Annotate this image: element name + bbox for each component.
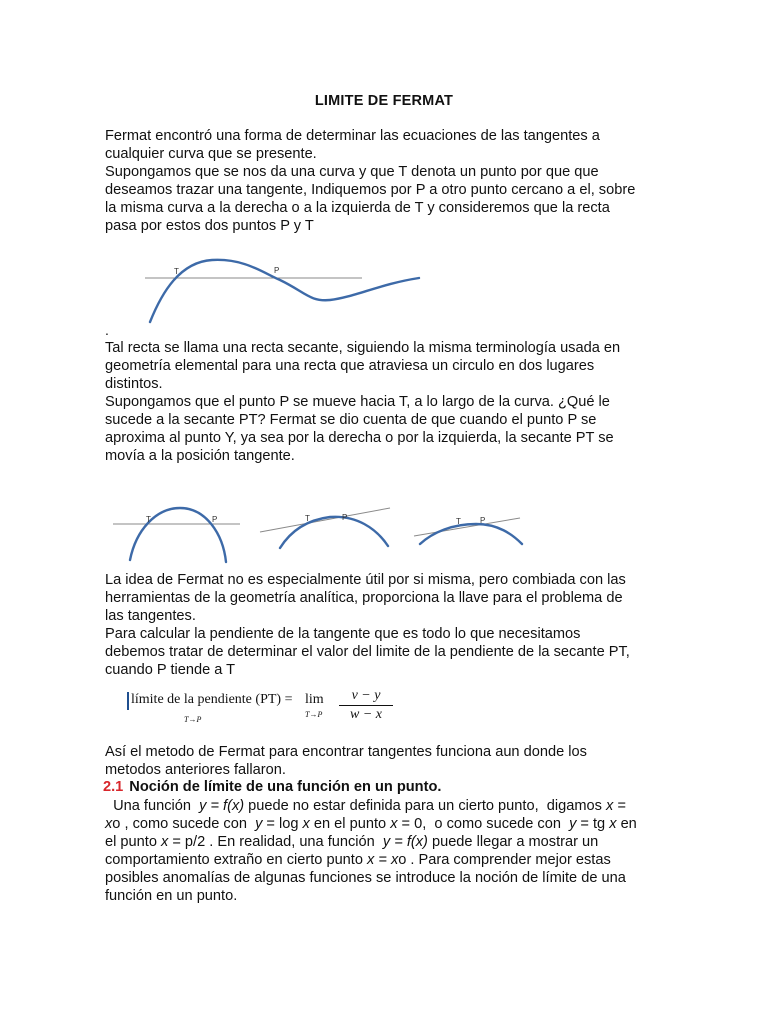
intro-paragraph <box>105 127 665 235</box>
text-line: herramientas de la geometría analítica, proporciona la llave para el problema de <box>105 590 623 606</box>
point-t-label: T <box>146 515 151 524</box>
point-p-label: P <box>274 266 280 275</box>
text-line: Supongamos que se nos da una curva y que T denota un punto por que que <box>105 164 599 180</box>
secant-line <box>414 518 520 536</box>
text-line: Supongamos que el punto P se mueve hacia T, a lo largo de la curva. ¿Qué le <box>105 394 610 410</box>
fraction-bar <box>339 705 393 706</box>
idea-paragraph <box>105 571 665 679</box>
text-line: debemos tratar de determinar el valor del limite de la pendiente de la secante PT, <box>105 644 630 660</box>
text-line: comportamiento extraño en cierto punto x = xo . Para comprender mejor estas <box>105 852 611 868</box>
body-paragraph <box>105 797 665 905</box>
text-line: Una función y = f(x) puede no estar definida para un cierto punto, digamos x = <box>105 798 626 814</box>
text-line: cualquier curva que se presente. <box>105 146 317 162</box>
text-line: la misma curva a la derecha o a la izquierda de T y consideremos que la recta <box>105 200 610 216</box>
curve <box>280 517 388 548</box>
point-t-label: T <box>305 514 310 523</box>
text-line: distintos. <box>105 376 163 392</box>
text-line: deseamos trazar una tangente, Indiquemos por P a otro punto cercano a el, sobre <box>105 182 636 198</box>
text-line: Para calcular la pendiente de la tangente que es todo lo que necesitamos <box>105 626 581 642</box>
section-heading <box>105 779 441 795</box>
stray-dot: . <box>105 322 109 338</box>
text-line: función en un punto. <box>105 888 238 904</box>
page-title: LIMITE DE FERMAT <box>314 93 454 109</box>
curve <box>420 524 522 544</box>
closing-paragraph <box>105 743 665 779</box>
formula-main: límite de la pendiente (PT) = <box>131 692 293 707</box>
text-line: metodos anteriores fallaron. <box>105 762 286 778</box>
text-line: aproxima al punto Y, ya sea por la derecha o por la izquierda, la secante PT se <box>105 430 614 446</box>
formula-subscript: T→P <box>184 715 202 724</box>
figure-secant-curve <box>140 252 430 324</box>
point-t-label: T <box>174 267 179 276</box>
text-line: xo , como sucede con y = log x en el punto x = 0, o como sucede con y = tg x en <box>105 816 637 832</box>
fraction-denominator: w − x <box>350 707 382 722</box>
section-number: 2.1 <box>103 779 124 795</box>
section-title: Noción de límite de una función en un punto. <box>129 779 442 795</box>
text-cursor <box>127 692 129 710</box>
text-line: pasa por estos dos puntos P y T <box>105 218 314 234</box>
figure-secant-approach <box>108 500 528 568</box>
formula-fraction <box>339 688 393 723</box>
curve <box>150 260 419 322</box>
formula-lim: lim <box>305 692 324 707</box>
point-p-label: P <box>342 513 348 522</box>
point-p-label: P <box>212 515 218 524</box>
text-line: movía a la posición tangente. <box>105 448 295 464</box>
point-p-label: P <box>480 516 486 525</box>
point-t-label: T <box>456 517 461 526</box>
text-line: el punto x = p/2 . En realidad, una función y = f(x) puede llegar a mostrar un <box>105 834 599 850</box>
text-line: las tangentes. <box>105 608 196 624</box>
text-line: Fermat encontró una forma de determinar las ecuaciones de las tangentes a <box>105 128 600 144</box>
text-line: Así el metodo de Fermat para encontrar tangentes funciona aun donde los <box>105 744 587 760</box>
text-line: geometría elemental para una recta que atraviesa un circulo en dos lugares <box>105 358 595 374</box>
text-line: La idea de Fermat no es especialmente útil por si misma, pero combiada con las <box>105 572 626 588</box>
secant-paragraph <box>105 339 665 465</box>
text-line: Tal recta se llama una recta secante, siguiendo la misma terminología usada en <box>105 340 621 356</box>
text-line: posibles anomalías de algunas funciones se introduce la noción de límite de una <box>105 870 626 886</box>
text-line: sucede a la secante PT? Fermat se dio cuenta de que cuando el punto P se <box>105 412 597 428</box>
fraction-numerator: v − y <box>351 688 381 703</box>
text-line: cuando P tiende a T <box>105 662 236 678</box>
formula-lim-subscript: T→P <box>305 710 323 719</box>
